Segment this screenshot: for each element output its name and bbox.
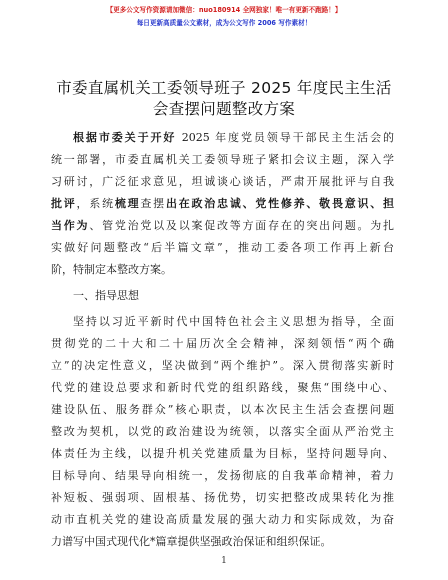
- paragraph-2-line: 立”的决定性意义，坚决做到“两个维护”。深入贯彻落实新时: [51, 359, 394, 372]
- document-title-line-2: 会查摆问题整改方案: [152, 100, 296, 118]
- paragraph-1-line-1: [51, 127, 394, 149]
- paragraph-1-bold-phrase: 批评: [51, 197, 77, 210]
- paragraph-1-text: 2025 年度党员领导干部民主生活会的: [176, 131, 394, 144]
- paragraph-1-text: 、管党治党以及以案促改等方面存在的突出问题。为扎: [89, 219, 394, 232]
- paragraph-1-line-3: 习研讨，广泛征求意见，坦诚谈心谈话，严肃开展批评与自我: [51, 175, 394, 188]
- document-title: [40, 78, 408, 120]
- paragraph-2-line: 贯彻党的二十大和二十届历次全会精神，深刻领悟“两个确: [51, 337, 394, 350]
- paragraph-2-line: 动市直机关党的建设高质量发展的强大动力和实际成效，为奋: [51, 513, 394, 526]
- page-number: 1: [221, 556, 227, 566]
- paragraph-2-line: 代党的建设总要求和新时代党的组织路线，聚焦“围绕中心、: [51, 381, 394, 394]
- paragraph-2-line: 目标导向、结果导向相统一，发扬彻底的自我革命精神，着力: [51, 469, 394, 482]
- paragraph-1-text: ，系统: [76, 197, 115, 210]
- paragraph-2-line: 建设队伍、服务群众”核心职责，以本次民主生活会查摆问题: [51, 403, 394, 416]
- paragraph-1-line-2: 统一部署，市委直属机关工委领导班子紧扣会议主题，深入学: [51, 153, 394, 166]
- paragraph-1-text: 查摆: [140, 197, 166, 210]
- document-body: [51, 127, 394, 553]
- paragraph-1-bold-phrase: 出在政治忠诚、党性修养、敬畏意识、担: [165, 197, 394, 210]
- paragraph-2-line: 补短板、强弱项、固根基、扬优势，切实把整改成果转化为推: [51, 491, 394, 504]
- paragraph-2-line: 整改为契机，以党的政治建设为统领，以落实全面从严治党主: [51, 425, 394, 438]
- paragraph-1-bold-phrase: 梳理: [114, 197, 141, 210]
- paragraph-1-line-4: [51, 193, 394, 215]
- paragraph-1-line-7: 阶，特制定本整改方案。: [51, 263, 172, 276]
- paragraph-1-bold-phrase: 根据市委关于开好: [73, 131, 177, 144]
- section-heading-guiding-ideology: 一、指导思想: [73, 289, 139, 302]
- paragraph-2-line: 坚持以习近平新时代中国特色社会主义思想为指导，全面: [73, 315, 394, 328]
- paragraph-1-line-6: 实做好问题整改“后半篇文章”，推动工委各项工作再上新台: [51, 241, 394, 254]
- promo-banner: [0, 4, 448, 30]
- paragraph-2-line: 力谱写中国式现代化*篇章提供坚强政治保证和组织保证。: [51, 535, 332, 548]
- paragraph-1-bold-phrase: 当作为: [51, 219, 90, 232]
- paragraph-2-line: 体责任为主线，以提升机关党建质量为目标，坚持问题导向、: [51, 447, 394, 460]
- paragraph-1-line-5: [51, 215, 394, 237]
- document-title-line-1: 市委直属机关工委领导班子 2025 年度民主生活: [56, 79, 392, 97]
- promo-banner-line-2: 每日更新高质量公文素材，成为公文写作 2006 写作素材！: [136, 19, 312, 27]
- promo-banner-line-1: 【更多公文写作资源请加微信：nuo180914 全网独家！唯一有更新不跑路！】: [106, 6, 342, 14]
